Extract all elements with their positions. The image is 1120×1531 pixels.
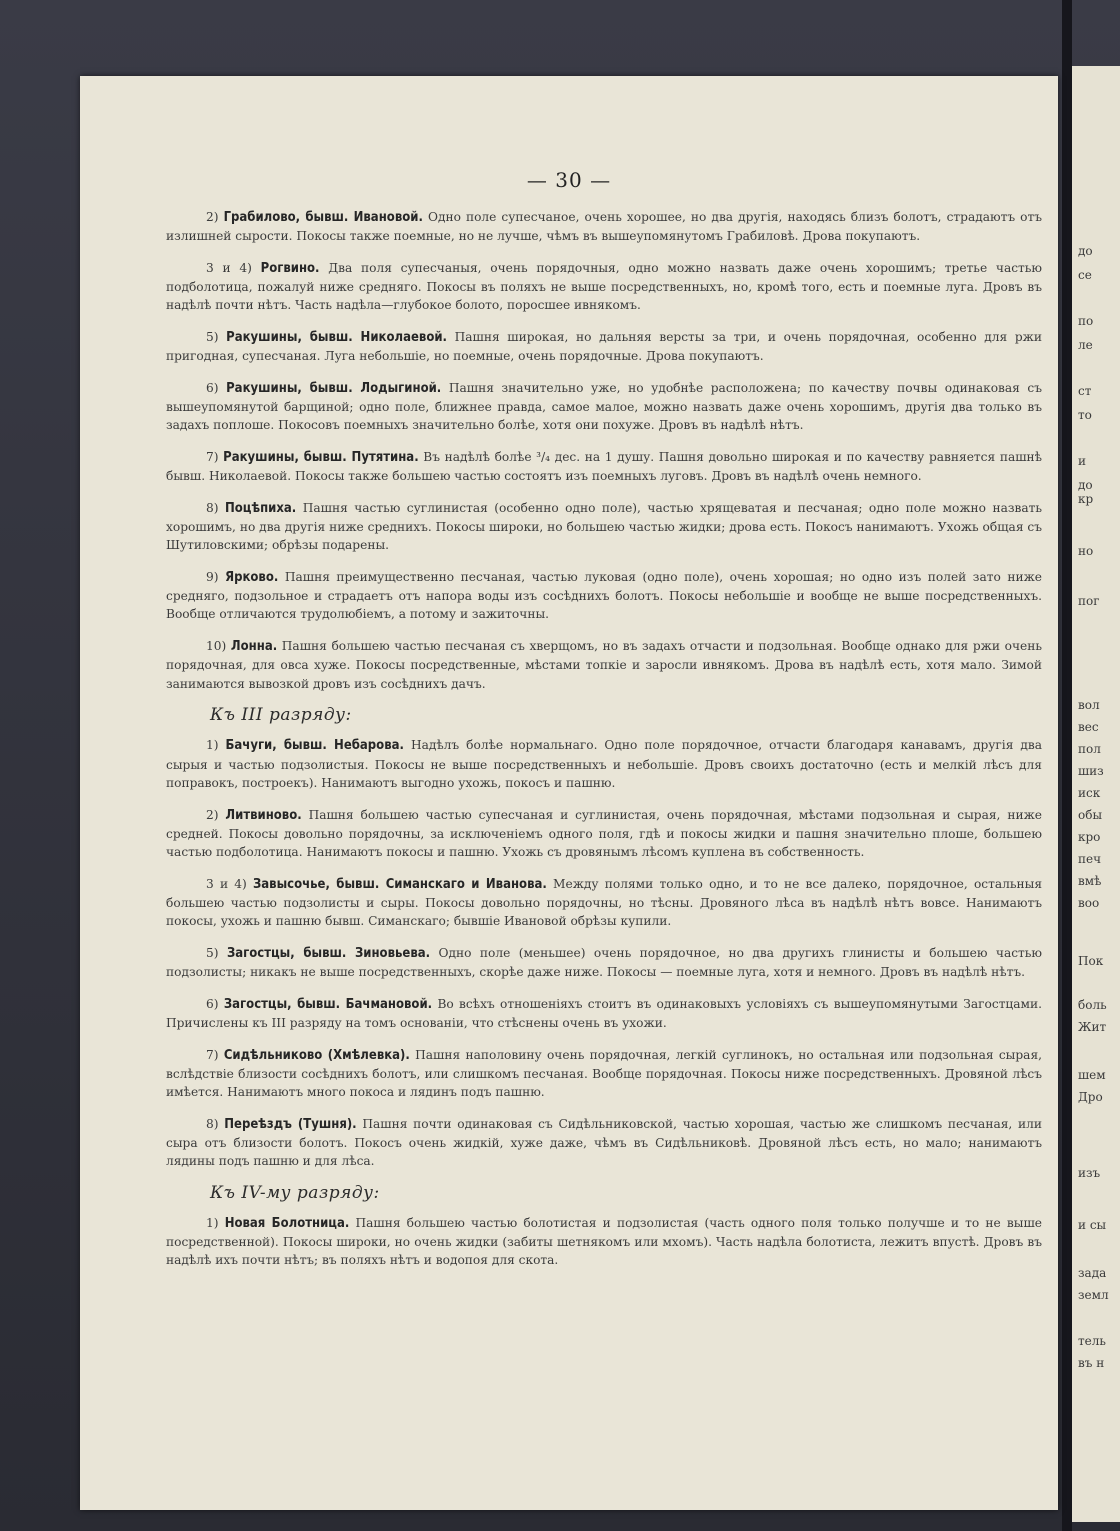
entry-paragraph xyxy=(166,379,1042,435)
section-heading: Къ IV-му разряду: xyxy=(210,1182,380,1203)
adjacent-page-text-fragment: се xyxy=(1078,268,1092,282)
adjacent-page-text-fragment: обы xyxy=(1078,808,1102,822)
entry-paragraph xyxy=(166,208,1042,245)
adjacent-page-text-fragment: и xyxy=(1078,454,1086,468)
document-page xyxy=(80,76,1058,1510)
adjacent-page-text-fragment: кро xyxy=(1078,830,1101,844)
adjacent-page-text-fragment: печ xyxy=(1078,852,1102,866)
adjacent-page-text-fragment: и сы xyxy=(1078,1218,1107,1232)
entry-paragraph xyxy=(166,875,1042,931)
entry-village-name: Ракушины, бывш. Путятина. xyxy=(223,450,419,466)
entry-paragraph xyxy=(166,1214,1042,1270)
entry-village-name: Лонна. xyxy=(230,639,278,655)
entry-village-name: Сидѣльниково (Хмѣлевка). xyxy=(223,1047,410,1063)
entry-paragraph xyxy=(166,736,1042,792)
entry-number: 5) xyxy=(206,330,219,345)
entry-paragraph xyxy=(166,328,1042,365)
entry-text: Пашня большею частью болотистая и подзолистая (часть одного поля только получше и то не выше посредственной). Покосы широки, но очень жидки (забиты шетнякомъ или мхомъ). Часть надѣла болотиста, лежитъ впустѣ. Дровъ въ надѣлѣ ихъ почти нѣтъ; въ поляхъ нѣтъ и водопоя для скота. xyxy=(166,1216,1043,1268)
entry-text: Пашня большею частью песчаная съ хверщомъ, но въ задахъ отчасти и подзольная. Вообще однако для ржи очень порядочная, для овса хуже. Покосы посредственные, мѣстами топкіе и заросли ивнякомъ. Дрова въ надѣлѣ есть, хотя мало. Зимой занимаются вывозкой дровъ изъ сосѣднихъ дачъ. xyxy=(166,639,1042,691)
adjacent-page-text-fragment: до xyxy=(1078,244,1093,258)
entry-text: Пашня значительно уже, но удобнѣе расположена; по качеству почвы одинаковая съ вышеупомянутой барщиной; одно поле, ближнее правда, самое малое, можно назвать даже очень хорошимъ, другія два только въ задахъ поплоше. Покосовъ поемныхъ значительно болѣе, хотя они похуже. Дровъ въ надѣлѣ нѣтъ. xyxy=(166,380,1043,433)
entry-text: Одно поле супесчаное, очень хорошее, но два другія, находясь близъ болотъ, страдаютъ отъ излишней сырости. Покосы также поемные, но не лучше, чѣмъ въ вышеупомянутомъ Грабиловѣ. Дрова покупаютъ. xyxy=(166,210,1042,244)
book-gutter xyxy=(1062,0,1072,1531)
entry-text: Пашня широкая, но дальняя версты за три, и очень порядочная, особенно для ржи пригодная, супесчаная. Луга небольшіе, но поемные, очень порядочные. Дрова покупаютъ. xyxy=(166,330,1043,364)
entry-village-name: Переѣздъ (Тушня). xyxy=(224,1116,357,1132)
entry-village-name: Загостцы, бывш. Зиновьева. xyxy=(226,945,431,961)
adjacent-page-text-fragment: ле xyxy=(1078,338,1093,352)
page-body xyxy=(166,208,1042,1283)
entry-village-name: Грабилово, бывш. Ивановой. xyxy=(223,210,423,225)
adjacent-page-text-fragment: тель xyxy=(1078,1334,1106,1348)
entry-paragraph xyxy=(166,1115,1042,1171)
adjacent-page-text-fragment: пол xyxy=(1078,742,1101,756)
entry-village-name: Ярково. xyxy=(225,570,279,586)
entry-number: 8) xyxy=(206,500,219,515)
entry-paragraph xyxy=(166,568,1042,624)
entry-village-name: Рогвино. xyxy=(260,260,320,276)
entry-text: Во всѣхъ отношеніяхъ стоитъ въ одинаковыхъ условіяхъ съ вышеупомянутыми Загостцами. Причислены къ III разряду на томъ основаніи, что стѣснены очень въ ухожи. xyxy=(166,996,1043,1030)
adjacent-page-text-fragment: зада xyxy=(1078,1266,1107,1280)
adjacent-page-text-fragment: по xyxy=(1078,314,1094,328)
adjacent-page-edge xyxy=(1072,66,1120,1522)
entry-text: Надѣлъ болѣе нормальнаго. Одно поле порядочное, отчасти благодаря канавамъ, другія два сырыя и частью подзолистыя. Покосы не выше посредственныхъ и небольшіе. Дровъ своихъ достаточно (есть и мелкій лѣсъ для поправокъ, построекъ). Нанимаютъ выгодно ухожь, покосъ и пашню. xyxy=(166,738,1042,790)
entry-number: 7) xyxy=(206,1047,219,1062)
entry-number: 3 и 4) xyxy=(206,260,252,275)
entry-number: 2) xyxy=(206,210,219,224)
entry-number: 5) xyxy=(206,945,219,960)
entry-village-name: Литвиново. xyxy=(225,807,302,823)
entry-text: Пашня почти одинаковая съ Сидѣльниковской, частью хорошая, частью же слишкомъ песчаная, или сыра отъ близости болотъ. Покосъ очень жидкій, хуже даже, чѣмъ въ Сидѣльниковѣ. Дровяной лѣсъ есть, но мало; нанимаютъ лядины подъ пашню и для лѣса. xyxy=(166,1116,1043,1169)
entry-number: 8) xyxy=(206,1116,219,1131)
adjacent-page-text-fragment: Пок xyxy=(1078,954,1104,968)
entry-village-name: Бачуги, бывш. Небарова. xyxy=(225,738,404,754)
adjacent-page-text-fragment: пог xyxy=(1078,594,1100,608)
entry-paragraph xyxy=(166,259,1042,315)
entry-paragraph xyxy=(166,995,1042,1032)
adjacent-page-text-fragment: до xyxy=(1078,478,1093,492)
entry-number: 3 и 4) xyxy=(206,876,247,891)
adjacent-page-text-fragment: земл xyxy=(1078,1288,1109,1302)
adjacent-page-text-fragment: вол xyxy=(1078,698,1100,712)
page-number: — 30 — xyxy=(526,168,612,192)
entry-paragraph xyxy=(166,806,1042,862)
entry-text: Между полями только одно, и то не все далеко, порядочное, остальныя большею частью подзолисты и сыры. Покосы довольно порядочны, но тѣсны. Дровяного лѣса въ надѣлѣ нѣтъ вовсе. Нанимаютъ покосы, ухожь и пашню бывш. Симанскаго; бывшіе Ивановой обрѣзы купили. xyxy=(166,876,1043,929)
entry-text: Одно поле (меньшее) очень порядочное, но два другихъ глинисты и большею частью подзолисты; никакъ не выше посредственныхъ, скорѣе даже ниже. Покосы — поемные луга, хотя и немного. Дровъ въ надѣлѣ нѣтъ. xyxy=(166,945,1043,979)
entry-paragraph xyxy=(166,448,1042,485)
adjacent-page-text-fragment: вмѣ xyxy=(1078,874,1102,888)
entry-number: 10) xyxy=(206,639,227,654)
entry-text: Пашня преимущественно песчаная, частью луковая (одно поле), очень хорошая; но одно изъ полей зато ниже средняго, подзольное и страдаетъ отъ напора воды изъ сосѣднихъ болотъ. Покосы небольшіе и вообще не выше посредственныхъ. Вообще отличаются трудолюбіемъ, а потому и зажиточны. xyxy=(166,570,1043,622)
adjacent-page-text-fragment: но xyxy=(1078,544,1094,558)
entry-village-name: Новая Болотница. xyxy=(224,1216,350,1232)
entry-number: 2) xyxy=(206,807,219,822)
adjacent-page-text-fragment: то xyxy=(1078,408,1092,422)
adjacent-page-text-fragment: шиз xyxy=(1078,764,1104,778)
adjacent-page-text-fragment: Жит xyxy=(1078,1020,1107,1034)
entry-number: 9) xyxy=(206,570,219,585)
entry-text: Въ надѣлѣ болѣе ³/₄ дес. на 1 душу. Пашня довольно широкая и по качеству равняется пашнѣ бывш. Николаевой. Покосы также большею частью состоятъ изъ поемныхъ луговъ. Дровъ въ надѣлѣ очень немного. xyxy=(166,450,1043,484)
entry-number: 6) xyxy=(206,380,219,395)
adjacent-page-text-fragment: Дро xyxy=(1078,1090,1103,1104)
entry-village-name: Загостцы, бывш. Бачмановой. xyxy=(223,996,433,1012)
adjacent-page-text-fragment: шем xyxy=(1078,1068,1106,1082)
adjacent-page-text-fragment: боль xyxy=(1078,998,1107,1012)
entry-paragraph xyxy=(166,637,1042,693)
entry-text: Два поля супесчаныя, очень порядочныя, одно можно назвать даже очень хорошимъ; третье частью подболотица, пожалуй ниже средняго. Покосы въ поляхъ не выше посредственныхъ, но, кромѣ того, есть и поемные луга. Дровъ въ надѣлѣ почти нѣтъ. Часть надѣла—глубокое болото, поросшее ивнякомъ. xyxy=(166,260,1043,313)
adjacent-page-text-fragment: кр xyxy=(1078,492,1094,506)
section-heading: Къ III разряду: xyxy=(210,705,352,726)
entry-number: 6) xyxy=(206,996,219,1011)
entry-text: Пашня частью суглинистая (особенно одно поле), частью хрящеватая и песчаная; одно поле можно назвать хорошимъ, но два другія ниже среднихъ. Покосы широки, но большею частью жидки; дрова есть. Покосъ нанимаютъ. Ухожь общая съ Шутиловскими; обрѣзы подарены. xyxy=(166,500,1043,553)
adjacent-page-text-fragment: вес xyxy=(1078,720,1099,734)
adjacent-page-text-fragment: иск xyxy=(1078,786,1101,800)
entry-village-name: Ракушины, бывш. Николаевой. xyxy=(226,330,447,346)
adjacent-page-text-fragment: въ н xyxy=(1078,1356,1105,1370)
entry-paragraph xyxy=(166,944,1042,981)
entry-village-name: Завысочье, бывш. Симанскаго и Иванова. xyxy=(252,876,547,892)
entry-text: Пашня большею частью супесчаная и суглинистая, очень порядочная, мѣстами подзольная и сырая, ниже средней. Покосы довольно порядочны, за исключеніемъ одного поля, гдѣ и покосы жидки и пашня значительно плоше, большею частью подболотица. Нанимаютъ покосы и пашню. Ухожь съ дровянымъ лѣсомъ куплена въ собственность. xyxy=(166,807,1042,859)
entry-village-name: Ракушины, бывш. Лодыгиной. xyxy=(226,380,442,396)
entry-paragraph xyxy=(166,499,1042,555)
adjacent-page-text-fragment: ст xyxy=(1078,384,1092,398)
adjacent-page-text-fragment: изъ xyxy=(1078,1166,1101,1180)
entry-village-name: Поцѣпиха. xyxy=(224,500,297,516)
entry-text: Пашня наполовину очень порядочная, легкій суглинокъ, но остальная или подзольная сырая, вслѣдствіе близости сосѣднихъ болотъ, или слишкомъ песчаная. Вообще порядочная. Покосы ниже посредственныхъ. Дровяной лѣсъ имѣется. Нанимаютъ много покоса и лядинъ подъ пашню. xyxy=(166,1047,1043,1100)
adjacent-page-text-fragment: воо xyxy=(1078,896,1100,910)
entry-number: 1) xyxy=(206,738,219,753)
entry-number: 1) xyxy=(206,1216,219,1231)
entry-number: 7) xyxy=(206,450,219,465)
entry-paragraph xyxy=(166,1046,1042,1102)
